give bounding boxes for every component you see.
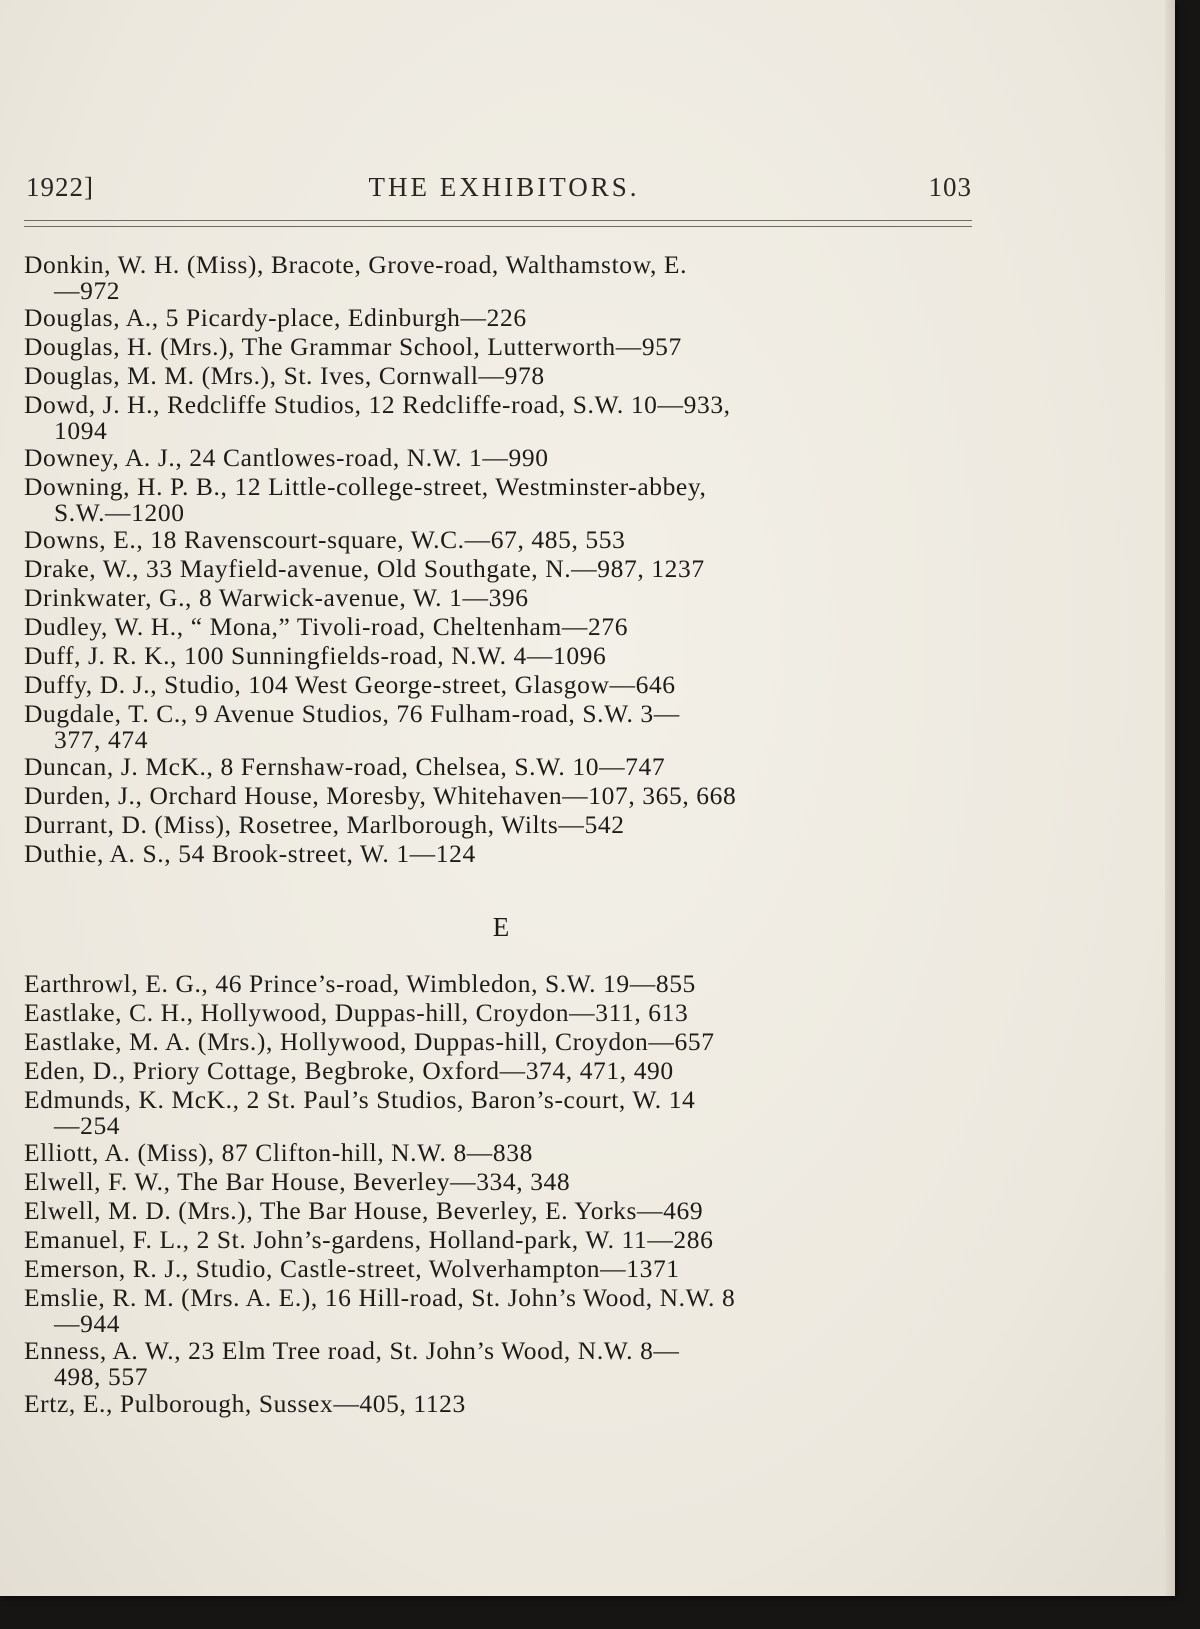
exhibitor-entry [24, 641, 979, 670]
exhibitor-entry [24, 361, 979, 390]
entry-text: Emslie, R. M. (Mrs. A. E.), 16 Hill-road, St. John’s Wood, N.W. 8 [24, 1283, 736, 1312]
exhibitor-entry [24, 1389, 979, 1418]
exhibitor-entry [24, 1336, 979, 1389]
entry-text: Eastlake, C. H., Hollywood, Duppas-hill, Croydon—311, 613 [24, 998, 689, 1027]
entry-continuation: —254 [54, 1111, 121, 1140]
header-rule-top [24, 220, 972, 221]
exhibitor-entry [24, 554, 979, 583]
entry-text: Downs, E., 18 Ravenscourt-square, W.C.—67, 485, 553 [24, 525, 626, 554]
exhibitor-list [24, 250, 979, 1418]
entry-continuation: 377, 474 [54, 725, 149, 754]
exhibitor-entry [24, 781, 979, 810]
entry-text: Duthie, A. S., 54 Brook-street, W. 1—124 [24, 839, 476, 868]
entry-text: Dowd, J. H., Redcliffe Studios, 12 Redcliffe-road, S.W. 10—933, [24, 390, 731, 419]
entry-continuation: S.W.—1200 [54, 498, 185, 527]
entry-text: Duncan, J. McK., 8 Fernshaw-road, Chelsea, S.W. 10—747 [24, 752, 666, 781]
exhibitor-entry [24, 1085, 979, 1138]
header-page-number: 103 [928, 172, 972, 202]
entry-text: Duff, J. R. K., 100 Sunningfields-road, N.W. 4—1096 [24, 641, 607, 670]
entry-text: Elwell, M. D. (Mrs.), The Bar House, Beverley, E. Yorks—469 [24, 1196, 704, 1225]
exhibitor-entry [24, 1196, 979, 1225]
entry-text: Downing, H. P. B., 12 Little-college-street, Westminster-abbey, [24, 472, 707, 501]
exhibitor-entry [24, 969, 979, 998]
exhibitor-entry [24, 670, 979, 699]
exhibitor-entry [24, 525, 979, 554]
exhibitor-entry [24, 390, 979, 443]
entry-text: Douglas, H. (Mrs.), The Grammar School, Lutterworth—957 [24, 332, 682, 361]
entry-text: Durden, J., Orchard House, Moresby, Whitehaven—107, 365, 668 [24, 781, 737, 810]
entry-text: Edmunds, K. McK., 2 St. Paul’s Studios, Baron’s-court, W. 14 [24, 1085, 696, 1114]
entry-text: Douglas, A., 5 Picardy-place, Edinburgh—226 [24, 303, 527, 332]
exhibitor-entry [24, 1138, 979, 1167]
exhibitor-entry [24, 839, 979, 868]
exhibitor-entry [24, 1254, 979, 1283]
section-letter-e: E [492, 912, 511, 942]
exhibitor-entry [24, 583, 979, 612]
entry-text: Elliott, A. (Miss), 87 Clifton-hill, N.W. 8—838 [24, 1138, 533, 1167]
header-title: THE EXHIBITORS. [368, 172, 640, 202]
entry-text: Dugdale, T. C., 9 Avenue Studios, 76 Fulham-road, S.W. 3— [24, 699, 680, 728]
exhibitor-entry [24, 443, 979, 472]
exhibitor-entry [24, 472, 979, 525]
entry-text: Eastlake, M. A. (Mrs.), Hollywood, Duppas-hill, Croydon—657 [24, 1027, 715, 1056]
exhibitor-entry [24, 1283, 979, 1336]
exhibitor-entry [24, 810, 979, 839]
entry-text: Douglas, M. M. (Mrs.), St. Ives, Cornwall—978 [24, 361, 545, 390]
entry-text: Enness, A. W., 23 Elm Tree road, St. John’s Wood, N.W. 8— [24, 1336, 680, 1365]
exhibitor-entry [24, 752, 979, 781]
entry-text: Drinkwater, G., 8 Warwick-avenue, W. 1—396 [24, 583, 529, 612]
entry-text: Ertz, E., Pulborough, Sussex—405, 1123 [24, 1389, 466, 1418]
exhibitor-entry [24, 612, 979, 641]
exhibitor-entry [24, 1225, 979, 1254]
entry-text: Duffy, D. J., Studio, 104 West George-street, Glasgow—646 [24, 670, 676, 699]
entries-section-d [24, 250, 979, 868]
entry-text: Elwell, F. W., The Bar House, Beverley—334, 348 [24, 1167, 571, 1196]
entry-text: Earthrowl, E. G., 46 Prince’s-road, Wimbledon, S.W. 19—855 [24, 969, 696, 998]
header-year: 1922] [26, 172, 94, 202]
entry-text: Emanuel, F. L., 2 St. John’s-gardens, Holland-park, W. 11—286 [24, 1225, 714, 1254]
entry-text: Dudley, W. H., “ Mona,” Tivoli-road, Cheltenham—276 [24, 612, 629, 641]
entry-continuation: 1094 [54, 416, 108, 445]
entry-continuation: 498, 557 [54, 1362, 149, 1391]
entry-continuation: —944 [54, 1309, 121, 1338]
exhibitor-entry [24, 303, 979, 332]
entry-text: Eden, D., Priory Cottage, Begbroke, Oxford—374, 471, 490 [24, 1056, 674, 1085]
entry-text: Durrant, D. (Miss), Rosetree, Marlborough, Wilts—542 [24, 810, 625, 839]
exhibitor-entry [24, 1027, 979, 1056]
entry-text: Drake, W., 33 Mayfield-avenue, Old Southgate, N.—987, 1237 [24, 554, 705, 583]
entries-section-e [24, 969, 979, 1418]
exhibitor-entry [24, 1056, 979, 1085]
exhibitor-entry [24, 699, 979, 752]
entry-text: Downey, A. J., 24 Cantlowes-road, N.W. 1—990 [24, 443, 549, 472]
exhibitor-entry [24, 332, 979, 361]
exhibitor-entry [24, 1167, 979, 1196]
exhibitor-entry [24, 998, 979, 1027]
entry-continuation: —972 [54, 276, 121, 305]
entry-text: Donkin, W. H. (Miss), Bracote, Grove-road, Walthamstow, E. [24, 250, 688, 279]
header-rule-bottom [24, 226, 972, 227]
running-header [26, 172, 972, 208]
exhibitor-entry [24, 250, 979, 303]
entry-text: Emerson, R. J., Studio, Castle-street, Wolverhampton—1371 [24, 1254, 680, 1283]
page-edge [1165, 0, 1175, 1596]
